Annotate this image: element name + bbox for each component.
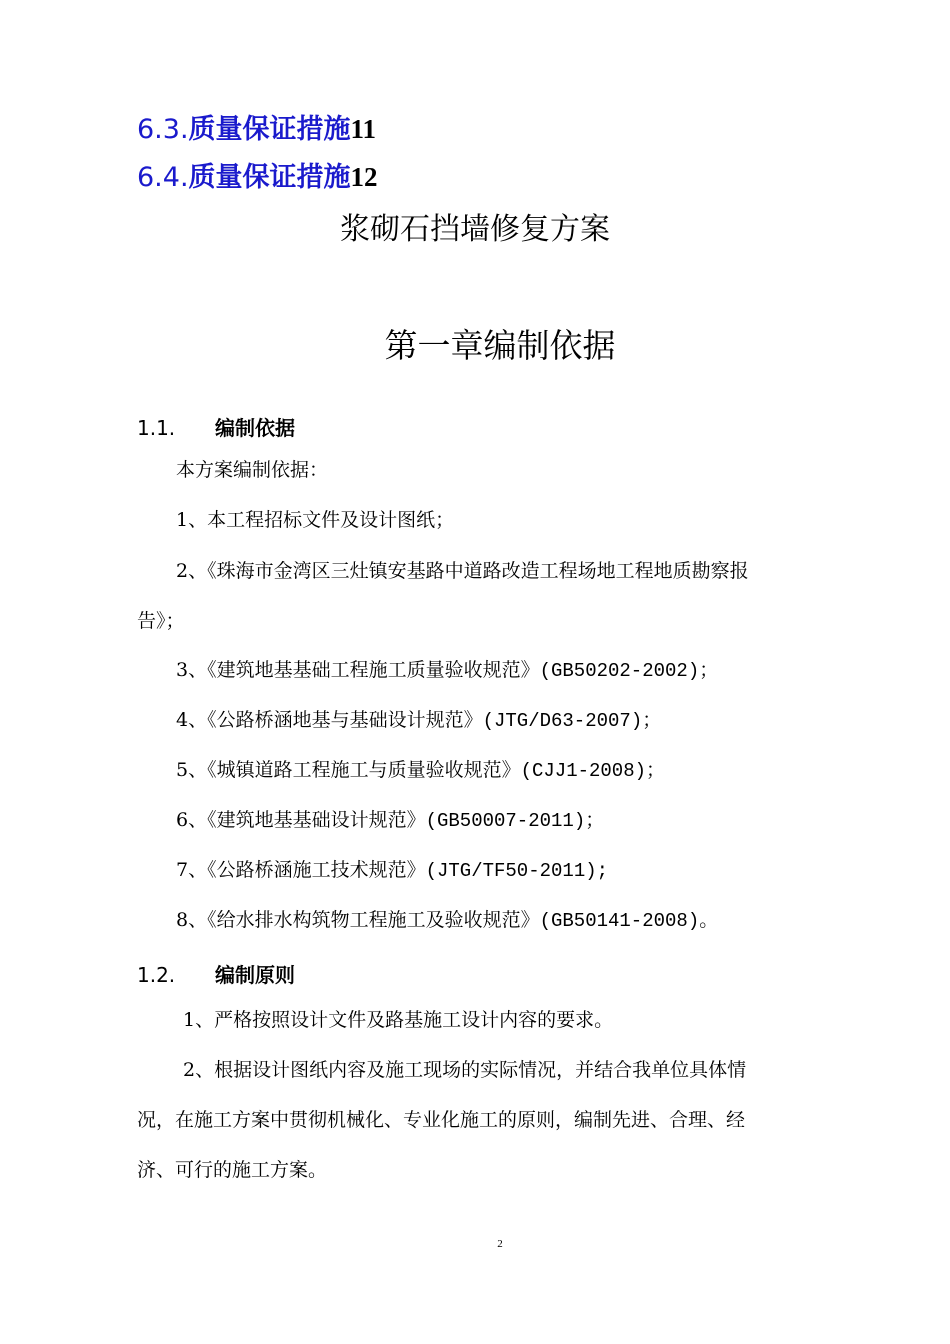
- item-code: (JTG/D63-2007)；: [482, 710, 662, 732]
- item-title: 8、《给水排水构筑物工程施工及验收规范》: [176, 909, 540, 931]
- toc-entry-6-3[interactable]: [137, 112, 376, 147]
- section-number: 1.2.: [137, 963, 176, 987]
- document-title: 浆砌石挡墙修复方案: [340, 212, 610, 247]
- item-code: (CJJ1-2008)；: [520, 760, 666, 782]
- item-title: 4、《公路桥涵地基与基础设计规范》: [176, 709, 483, 731]
- basis-item-2-line-2: 告》；: [137, 610, 185, 632]
- section-title: 编制依据: [215, 416, 295, 440]
- item-title: 5、《城镇道路工程施工与质量验收规范》: [176, 759, 521, 781]
- basis-item-3: [176, 656, 718, 685]
- toc-page-number: 12: [350, 162, 378, 192]
- principle-2-line-1: 2、根据设计图纸内容及施工现场的实际情况，并结合我单位具体情: [183, 1059, 747, 1081]
- toc-number: 6.4.: [137, 162, 189, 193]
- item-code: (GB50202-2002)；: [539, 660, 719, 682]
- item-title: 7、《公路桥涵施工技术规范》: [176, 859, 426, 881]
- basis-item-4: [176, 706, 661, 735]
- section-heading-1-1: [137, 414, 295, 442]
- toc-entry-6-4[interactable]: [137, 160, 378, 195]
- basis-item-2-line-1: 2、《珠海市金湾区三灶镇安基路中道路改造工程场地工程地质勘察报: [176, 560, 749, 582]
- item-code: (GB50007-2011)；: [425, 810, 605, 832]
- toc-title: 质量保证措施: [188, 162, 351, 193]
- principle-2-line-3: 济、可行的施工方案。: [137, 1159, 328, 1181]
- toc-number: 6.3.: [137, 114, 189, 145]
- item-title: 6、《建筑地基基础设计规范》: [176, 809, 426, 831]
- section-heading-1-2: [137, 961, 295, 989]
- section-intro: 本方案编制依据：: [176, 459, 329, 481]
- section-number: 1.1.: [137, 416, 176, 440]
- basis-item-6: [176, 806, 604, 835]
- principle-2-line-2: 况，在施工方案中贯彻机械化、专业化施工的原则，编制先进、合理、经: [137, 1109, 746, 1131]
- chapter-title: 第一章编制依据: [384, 326, 616, 365]
- item-code: (JTG/TF50-2011);: [425, 860, 609, 882]
- basis-item-5: [176, 756, 665, 785]
- item-title: 3、《建筑地基基础工程施工质量验收规范》: [176, 659, 540, 681]
- page-number: 2: [497, 1238, 503, 1250]
- basis-item-7: [176, 856, 608, 885]
- basis-item-8: [176, 906, 718, 935]
- principle-1: 1、严格按照设计文件及路基施工设计内容的要求。: [183, 1009, 614, 1031]
- item-code: (GB50141-2008)。: [539, 910, 719, 932]
- toc-page-number: 11: [350, 114, 377, 144]
- section-title: 编制原则: [215, 963, 295, 987]
- basis-item-1: 1、本工程招标文件及设计图纸；: [176, 509, 455, 531]
- toc-title: 质量保证措施: [188, 114, 351, 145]
